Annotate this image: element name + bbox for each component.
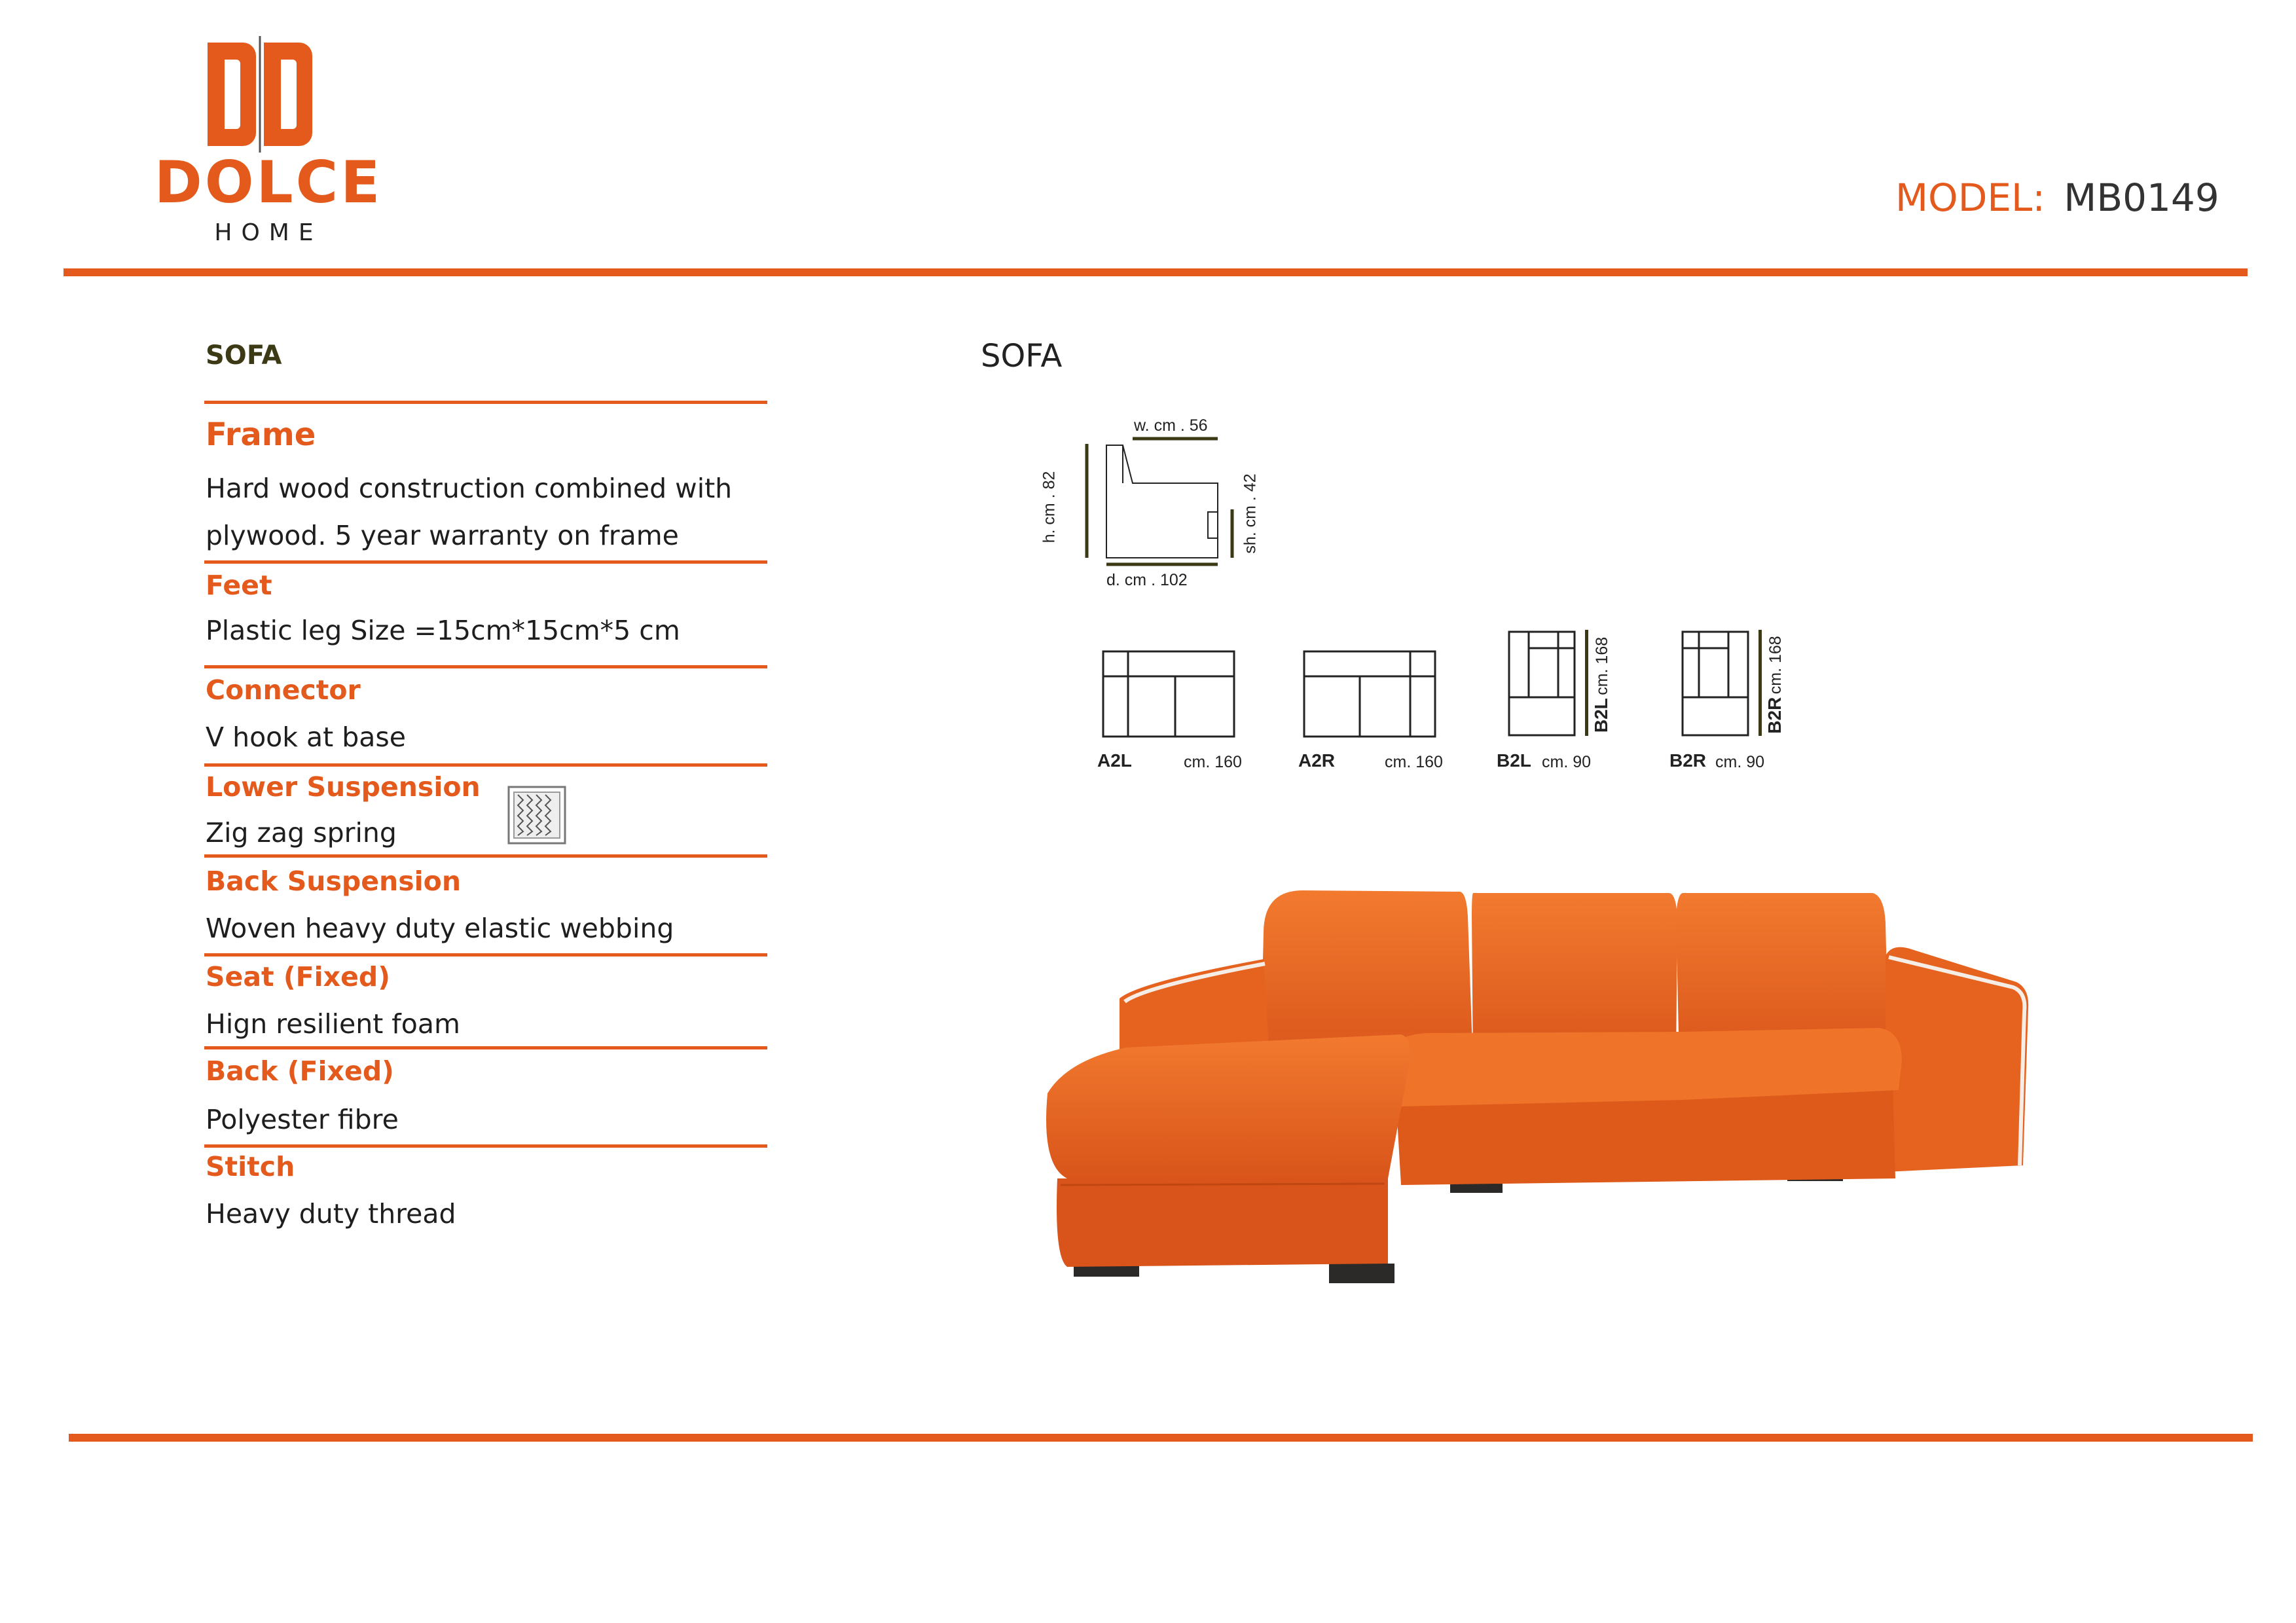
dim-height: h. cm . 82: [1040, 471, 1059, 543]
dim-width: w. cm . 56: [1134, 416, 1208, 435]
brand-name: DOLCE: [154, 149, 383, 216]
module-code-b2l: B2L: [1497, 750, 1531, 771]
spec-divider: [204, 953, 767, 957]
spec-heading-feet: Feet: [206, 570, 272, 601]
model-label: [1895, 175, 2219, 220]
spec-heading-frame: Frame: [206, 416, 316, 453]
module-depth-b2r: cm. 168: [1766, 636, 1785, 695]
spec-divider: [204, 401, 767, 404]
module-a2r-diagram: [1301, 648, 1438, 740]
brand-logo: [147, 36, 390, 252]
spec-divider: [204, 1144, 767, 1148]
spec-text-lower-suspension: Zig zag spring: [206, 817, 397, 848]
module-code-b2l-vertical: B2L: [1591, 698, 1611, 733]
spec-text-seat: Hign resilient foam: [206, 1008, 460, 1040]
module-a2l-diagram: [1100, 648, 1237, 740]
product-title: SOFA: [981, 338, 1063, 374]
spec-text-back-suspension: Woven heavy duty elastic webbing: [206, 913, 674, 944]
module-b2l-diagram: [1506, 629, 1578, 737]
spec-text-feet: Plastic leg Size =15cm*15cm*5 cm: [206, 615, 680, 646]
module-code-a2r: A2R: [1298, 750, 1336, 771]
spec-heading-stitch: Stitch: [206, 1151, 295, 1182]
spec-text-back: Polyester fibre: [206, 1104, 399, 1135]
spec-divider: [204, 1046, 767, 1049]
spec-section-title: SOFA: [206, 340, 282, 371]
module-depth-b2l: cm. 168: [1593, 636, 1611, 695]
spec-heading-lower-suspension: Lower Suspension: [206, 771, 481, 803]
module-size-a2r: cm. 160: [1385, 753, 1443, 771]
dim-seat-height: sh. cm . 42: [1241, 473, 1260, 554]
spec-text-connector: V hook at base: [206, 721, 406, 753]
module-b2r-depth-line: [1758, 630, 1762, 736]
spec-text-stitch: Heavy duty thread: [206, 1198, 456, 1230]
spec-divider: [204, 763, 767, 767]
dim-depth: d. cm . 102: [1106, 571, 1188, 589]
model-label-text: MODEL:: [1895, 175, 2045, 220]
module-size-b2l: cm. 90: [1542, 753, 1592, 771]
module-b2l-depth-line: [1585, 630, 1588, 736]
spec-heading-back-suspension: Back Suspension: [206, 866, 462, 897]
module-size-b2r: cm. 90: [1715, 753, 1765, 771]
header-divider: [64, 268, 2248, 276]
spec-divider: [204, 560, 767, 564]
spec-text-frame-2: plywood. 5 year warranty on frame: [206, 520, 679, 551]
sofa-product-image: [1021, 877, 2043, 1296]
brand-sub: HOME: [214, 219, 323, 246]
module-b2r-diagram: [1679, 629, 1751, 737]
spec-heading-seat: Seat (Fixed): [206, 961, 391, 993]
spec-text-frame-1: Hard wood construction combined with: [206, 473, 733, 504]
module-code-a2l: A2L: [1097, 750, 1132, 771]
module-code-b2r-vertical: B2R: [1764, 697, 1785, 734]
spec-heading-connector: Connector: [206, 674, 361, 706]
module-b2l-label-vertical: [1591, 632, 1612, 737]
model-number: MB0149: [2064, 175, 2219, 220]
dd-monogram-icon: [147, 36, 390, 160]
spec-heading-back: Back (Fixed): [206, 1055, 394, 1087]
spec-divider: [204, 854, 767, 858]
module-size-a2l: cm. 160: [1184, 753, 1242, 771]
spec-divider: [204, 665, 767, 668]
zigzag-spring-icon: [507, 786, 566, 845]
module-code-b2r: B2R: [1669, 750, 1707, 771]
module-b2r-label-vertical: [1764, 632, 1785, 737]
footer-divider: [69, 1434, 2253, 1442]
